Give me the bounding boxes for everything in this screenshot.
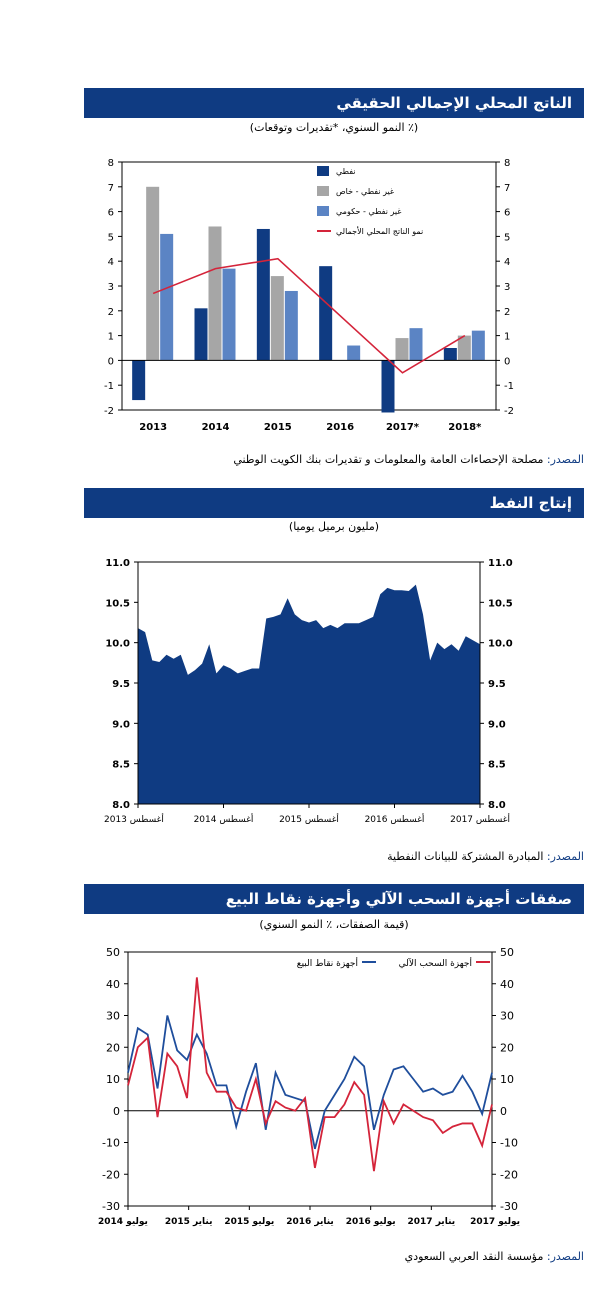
legend-label: نفطي (336, 167, 356, 176)
y-tick-label: 8.0 (112, 800, 130, 811)
y-tick-label: 9.0 (112, 719, 130, 731)
y-tick-label-right: 50 (500, 946, 514, 959)
y-tick-label-right: 8.5 (488, 759, 506, 771)
y-tick-label-right: -10 (500, 1136, 518, 1150)
x-tick-label: 2014 (201, 422, 230, 433)
x-tick-label: أغسطس 2013 (104, 815, 164, 825)
bar (257, 229, 270, 360)
y-tick-label-right: 9.5 (488, 679, 506, 690)
y-tick-label: 0 (107, 356, 114, 368)
x-tick-label: 2013 (139, 422, 168, 433)
y-tick-label: 6 (107, 207, 114, 219)
y-tick-label-right: 10.5 (488, 598, 513, 610)
y-tick-label: 9.5 (112, 679, 130, 690)
y-tick-label: 50 (106, 946, 120, 959)
x-tick-label: أغسطس 2017 (450, 815, 510, 825)
legend-label: أجهزة السحب الآلي (398, 959, 472, 969)
y-tick-label: 8 (107, 158, 114, 169)
atm-pos-chart (84, 940, 584, 1230)
atm-pos-subtitle: (قيمة الصفقات، ٪ النمو السنوي) (259, 918, 409, 931)
y-tick-label: 5 (107, 232, 114, 244)
legend-label: غير نفطي - خاص (336, 187, 395, 196)
plot-frame (122, 162, 496, 410)
y-tick-label-right: 0 (504, 356, 511, 368)
x-tick-label: يوليو 2016 (345, 1217, 396, 1227)
y-tick-label: 40 (106, 977, 120, 991)
atm-line (128, 977, 492, 1171)
y-tick-label: 1 (107, 331, 114, 343)
atm-pos-source-text: مؤسسة النقد العربي السعودي (404, 1250, 547, 1263)
y-tick-label-right: 6 (504, 207, 511, 219)
y-tick-label: -10 (102, 1136, 120, 1150)
y-tick-label-right: 5 (504, 232, 511, 244)
y-tick-label: 3 (107, 282, 114, 293)
y-tick-label-right: 9.0 (488, 719, 506, 731)
y-tick-label: -30 (102, 1200, 120, 1213)
x-tick-label: أغسطس 2015 (279, 815, 339, 825)
bar (132, 360, 145, 400)
oil-subtitle: (مليون برميل يوميا) (288, 520, 380, 533)
bar (382, 360, 395, 412)
x-tick-label: يناير 2016 (286, 1217, 334, 1227)
gdp-source-label: المصدر: (546, 453, 584, 466)
gdp-source-text: مصلحة الإحصاءات العامة والمعلومات و تقديرات بنك الكويت الوطني (233, 453, 547, 466)
y-tick-label-right: 3 (504, 282, 511, 293)
atm-pos-title: صفقات أجهزة السحب الآلي وأجهزة نقاط البيع (84, 884, 584, 914)
legend-label: أجهزة نقاط البيع (296, 959, 358, 969)
y-tick-label-right: 7 (504, 182, 511, 194)
y-tick-label-right: 2 (504, 306, 511, 318)
bar (319, 266, 332, 360)
x-tick-label: 2017* (385, 422, 420, 433)
y-tick-label: 8.5 (112, 759, 130, 771)
oil-chart (84, 550, 584, 840)
bar (444, 348, 457, 360)
y-tick-label-right: 30 (500, 1009, 514, 1023)
legend-swatch (317, 166, 329, 176)
y-tick-label: -1 (104, 381, 114, 393)
x-tick-label: 2016 (326, 422, 355, 433)
oil-area (138, 585, 480, 804)
y-tick-label-right: 20 (500, 1041, 514, 1055)
y-tick-label-right: -20 (500, 1168, 518, 1182)
y-tick-label: 10.5 (105, 598, 130, 610)
y-tick-label-right: 8.0 (488, 800, 506, 811)
x-tick-label: يوليو 2015 (224, 1217, 275, 1227)
bar (271, 276, 284, 360)
y-tick-label: 10.0 (105, 638, 130, 650)
x-tick-label: أغسطس 2016 (364, 815, 425, 825)
bar (396, 338, 409, 360)
y-tick-label: 11.0 (105, 558, 130, 569)
oil-source-label: المصدر: (546, 850, 584, 863)
gdp-chart (84, 150, 584, 445)
x-tick-label: 2018* (448, 422, 482, 433)
x-tick-label: 2015 (263, 422, 292, 433)
legend-swatch (317, 206, 329, 216)
oil-source (84, 850, 584, 863)
gdp-title: الناتج المحلي الإجمالي الحقيقي (84, 88, 584, 118)
bar (285, 291, 298, 360)
y-tick-label-right: 8 (504, 158, 511, 169)
y-tick-label-right: 10 (500, 1073, 514, 1086)
bar (195, 308, 208, 360)
y-tick-label: 0 (113, 1104, 120, 1118)
y-tick-label: -20 (102, 1168, 120, 1182)
atm-pos-source-label: المصدر: (546, 1250, 584, 1263)
y-tick-label-right: -1 (504, 381, 514, 393)
bar (347, 346, 360, 361)
y-tick-label-right: -2 (504, 406, 514, 417)
oil-title: إنتاج النفط (84, 488, 584, 518)
legend-label: غير نفطي - حكومي (336, 207, 402, 216)
y-tick-label-right: 40 (500, 977, 514, 991)
atm-pos-source (84, 1250, 584, 1263)
y-tick-label: 2 (107, 306, 114, 318)
bar (223, 269, 236, 361)
y-tick-label: 20 (106, 1041, 120, 1055)
legend-swatch (317, 186, 329, 196)
plot-frame (128, 952, 492, 1206)
bar (209, 226, 222, 360)
x-tick-label: يوليو 2014 (98, 1217, 148, 1227)
y-tick-label: 30 (106, 1009, 120, 1023)
y-tick-label-right: 11.0 (488, 558, 513, 569)
x-tick-label: يناير 2017 (407, 1217, 456, 1227)
y-tick-label-right: 0 (500, 1104, 507, 1118)
bar (410, 328, 423, 360)
y-tick-label-right: 1 (504, 331, 511, 343)
oil-source-text: المبادرة المشتركة للبيانات النفطية (387, 850, 547, 863)
y-tick-label: 4 (107, 257, 114, 269)
legend-label: نمو الناتج المحلي الأجمالي (336, 227, 424, 236)
y-tick-label-right: -30 (500, 1200, 518, 1213)
bar (472, 331, 485, 361)
gdp-source (84, 453, 584, 466)
gdp-subtitle: (٪ النمو السنوي، *تقديرات وتوقعات) (249, 121, 419, 134)
x-tick-label: يوليو 2017 (470, 1217, 520, 1227)
bar (160, 234, 173, 360)
y-tick-label: 7 (107, 182, 114, 194)
y-tick-label: -2 (104, 406, 114, 417)
bar (146, 187, 159, 361)
y-tick-label-right: 4 (504, 257, 511, 269)
y-tick-label-right: 10.0 (488, 638, 513, 650)
x-tick-label: أغسطس 2014 (193, 815, 254, 825)
x-tick-label: يناير 2015 (164, 1217, 213, 1227)
y-tick-label: 10 (106, 1073, 120, 1086)
